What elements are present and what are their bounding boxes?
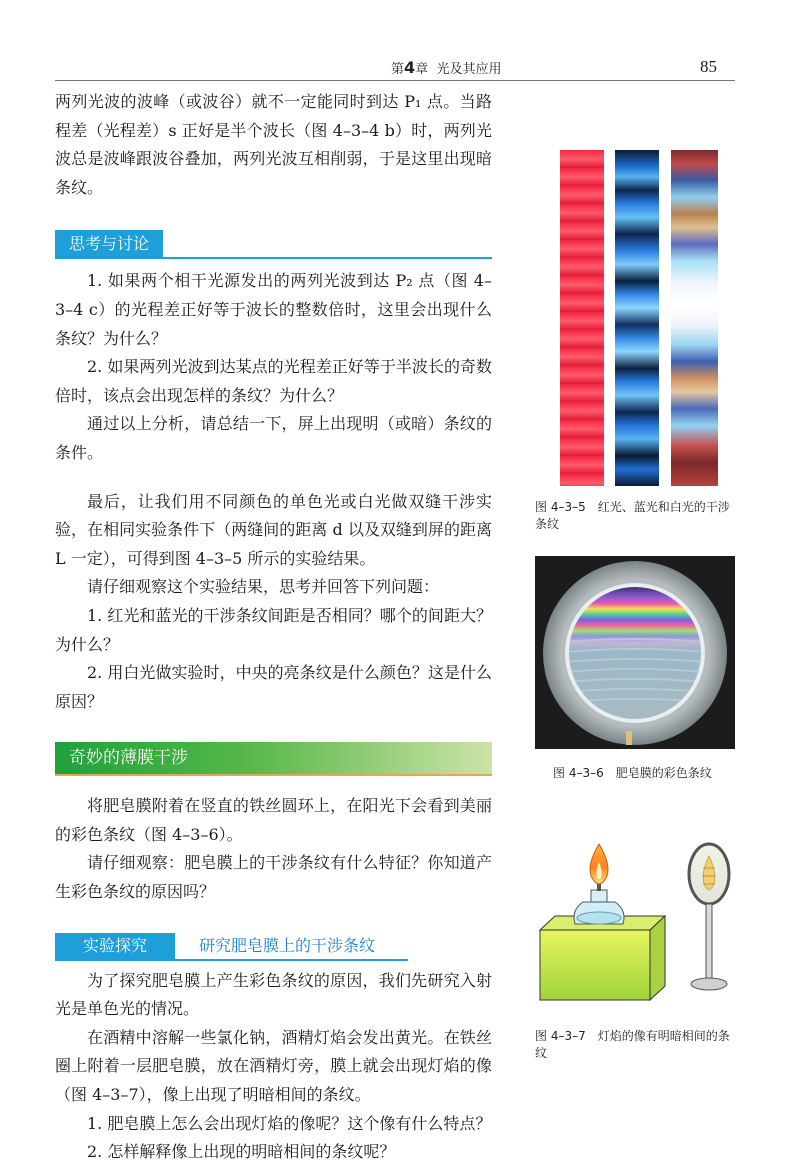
page-header (0, 0, 800, 82)
blue-fringe-strip (615, 150, 659, 486)
investigation-question-2: 2. 怎样解释像上出现的明暗相间的条纹呢？ (87, 1142, 396, 1162)
investigation-paragraph-1: 为了探究肥皂膜上产生彩色条纹的原因，我们先研究入射光是单色光的情况。 (55, 970, 492, 1019)
thin-film-title: 奇妙的薄膜干涉 (69, 748, 188, 769)
alcohol-lamp-and-film-drawing (535, 838, 735, 1018)
investigation-question-1: 1. 肥皂膜上怎么会出现灯焰的像呢？这个像有什么特点？ (87, 1113, 492, 1133)
thin-film-rule (55, 774, 492, 776)
investigation-label: 实验探究 (55, 933, 175, 959)
discussion-question-1: 1. 如果两个相干光源发出的两列光波到达 P₂ 点（图 4–3–4 c）的光程差正好等于波长的整数倍时，这里会出现什么条纹？为什么？ (55, 271, 492, 348)
chapter-running-head (391, 58, 501, 77)
experiment-question-1: 1. 红光和蓝光的干涉条纹间距是否相同？哪个的间距大？为什么？ (55, 605, 492, 654)
paragraph-spacer (55, 468, 492, 488)
figure-4-3-5-caption: 图 4–3–5 红光、蓝光和白光的干涉条纹 (535, 500, 730, 531)
figure-4-3-7-caption: 图 4–3–7 灯焰的像有明暗相间的条纹 (535, 1029, 730, 1060)
investigation-paragraph-2: 在酒精中溶解一些氯化钠，酒精灯焰会发出黄光。在铁丝圈上附着一层肥皂膜，放在酒精灯旁，膜上就会出现灯焰的像（图 4–3–7），像上出现了明暗相间的条纹。 (55, 1027, 492, 1105)
red-fringe-strip (560, 150, 604, 486)
chapter-title: 光及其应用 (436, 62, 502, 77)
main-column (55, 88, 492, 1167)
investigation-title: 研究肥皂膜上的干涉条纹 (199, 935, 376, 955)
discussion-label: 思考与讨论 (55, 230, 163, 257)
soap-film-illustration (535, 556, 735, 749)
experiment-prompt: 请仔细观察这个实验结果，思考并回答下列问题： (87, 577, 440, 597)
investigation-rule (55, 959, 408, 961)
figure-4-3-6-caption: 图 4–3–6 肥皂膜的彩色条纹 (553, 766, 712, 780)
flame-experiment-illustration (535, 838, 735, 1018)
discussion-rule (55, 257, 492, 259)
investigation-heading (55, 933, 492, 961)
chapter-suffix: 章 (415, 62, 429, 77)
experiment-question-2: 2. 用白光做实验时，中央的亮条纹是什么颜色？这是什么原因？ (55, 663, 492, 711)
page-number: 85 (700, 57, 717, 76)
chapter-number: 4 (404, 58, 416, 77)
thin-film-heading (55, 742, 492, 776)
discussion-question-2: 2. 如果两列光波到达某点的光程差正好等于半波长的奇数倍时，该点会出现怎样的条纹？为什么？ (55, 357, 492, 405)
white-light-fringe-strip (671, 150, 718, 486)
header-rule (55, 80, 735, 81)
discussion-heading (55, 230, 492, 259)
soap-film-photo (535, 556, 735, 749)
discussion-summary: 通过以上分析，请总结一下，屏上出现明（或暗）条纹的条件。 (55, 414, 492, 462)
chapter-prefix: 第 (391, 62, 405, 77)
experiment-paragraph: 最后，让我们用不同颜色的单色光或白光做双缝干涉实验，在相同实验条件下（两缝间的距离 d 以及双缝到屏的距离 L 一定），可得到图 4–3–5 所示的实验结果。 (55, 491, 492, 568)
intro-paragraph: 两列光波的波峰（或波谷）就不一定能同时到达 P₁ 点。当路程差（光程差）s 正好是半个波长（图 4–3–4 b）时，两列光波总是波峰跟波谷叠加，两列光波互相削弱，于是这里出现暗条纹。 (55, 92, 492, 197)
thin-film-question: 请仔细观察：肥皂膜上的干涉条纹有什么特征？你知道产生彩色条纹的原因吗？ (55, 853, 492, 902)
thin-film-paragraph: 将肥皂膜附着在竖直的铁丝圆环上，在阳光下会看到美丽的彩色条纹（图 4–3–6）。 (55, 796, 492, 844)
